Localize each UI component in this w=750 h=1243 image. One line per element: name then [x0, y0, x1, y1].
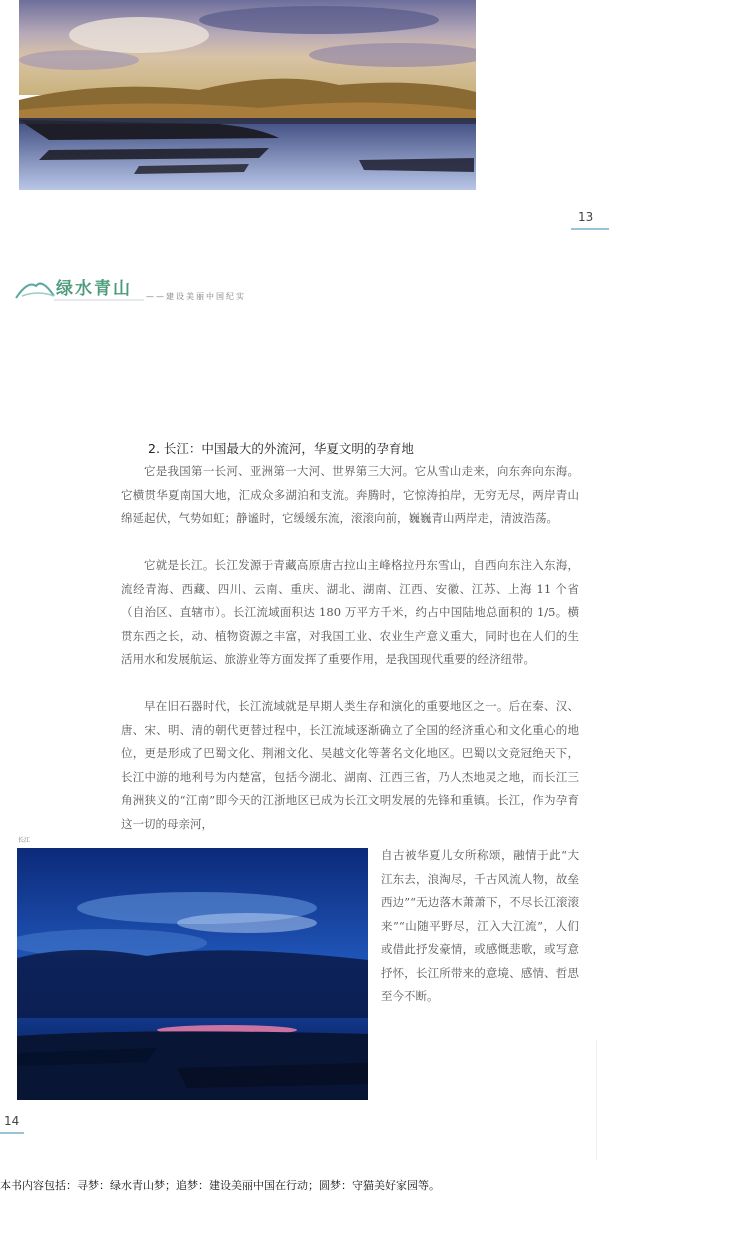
- header-title: 绿水青山: [56, 279, 132, 299]
- body-paragraph: 早在旧石器时代，长江流域就是早期人类生存和演化的重要地区之一。后在秦、汉、唐、宋、明、清的朝代更替过程中，长江流域逐渐确立了全国的经济重心和文化重心的地位，更是形成了巴蜀文化、荆湘文化、吴越文化等著名文化地区。巴蜀以文竞冠绝天下，长江中游的地利号为内楚富，包括今湖北、湖南、江西三省，乃人杰地灵之地，而长江三角洲狭义的“江南”即今天的江浙地区已成为长江文明发展的先锋和重镇。长江，作为孕育这一切的母亲河，: [121, 699, 579, 831]
- page-number-14: 14: [4, 1114, 20, 1128]
- landscape-photo-top: [19, 0, 476, 190]
- body-paragraph: 它就是长江。长江发源于青藏高原唐古拉山主峰格拉丹东雪山，自西向东注入东海，流经青海、西藏、四川、云南、重庆、湖北、湖南、江西、安徽、江苏、上海 11 个省（自治区、直辖市）。长江流域面积达 180 万平方千米，约占中国陆地总面积的 1/5。横贯东西之长，动、植物资源之丰富，对我国工业、农业生产意义重大，同时也在人们的生活用水和发展航运、旅游业等方面发挥了重要作用，是我国现代重要的经济纽带。: [121, 558, 579, 666]
- page-number-13: 13: [578, 210, 594, 224]
- page-number-underline: [571, 228, 609, 230]
- body-paragraph: 它是我国第一长河、亚洲第一大河、世界第三大河。它从雪山走来，向东奔向东海。它横贯华夏南国大地，汇成众多湖泊和支流。奔腾时，它惊涛拍岸，无穷无尽，两岸青山绵延起伏，气势如虹；静谧时，它缓缓东流，滚滚向前，巍巍青山两岸走，清波浩荡。: [121, 464, 579, 525]
- header-subtitle: ——建设美丽中国纪实: [146, 292, 246, 301]
- yangtze-photo: [17, 848, 368, 1100]
- page-number-underline: [0, 1132, 24, 1134]
- body-paragraph: 自古被华夏儿女所称颂，融情于此“大江东去，浪淘尽，千古风流人物，故垒西边”“无边落木萧萧下，不尽长江滚滚来”“山随平野尽，江入大江流”，人们或借此抒发豪情，或感慨悲歌，或写意抒怀，长江所带来的意境、感情、哲思至今不断。: [381, 848, 579, 1003]
- photo-caption: 长江: [18, 837, 31, 844]
- book-description: 本书内容包括：寻梦：绿水青山梦；追梦：建设美丽中国在行动；圆梦：守猫美好家园等。: [0, 1179, 440, 1192]
- section-heading: 2. 长江：中国最大的外流河，华夏文明的孕育地: [148, 441, 414, 456]
- page-edge-line: [596, 1040, 597, 1160]
